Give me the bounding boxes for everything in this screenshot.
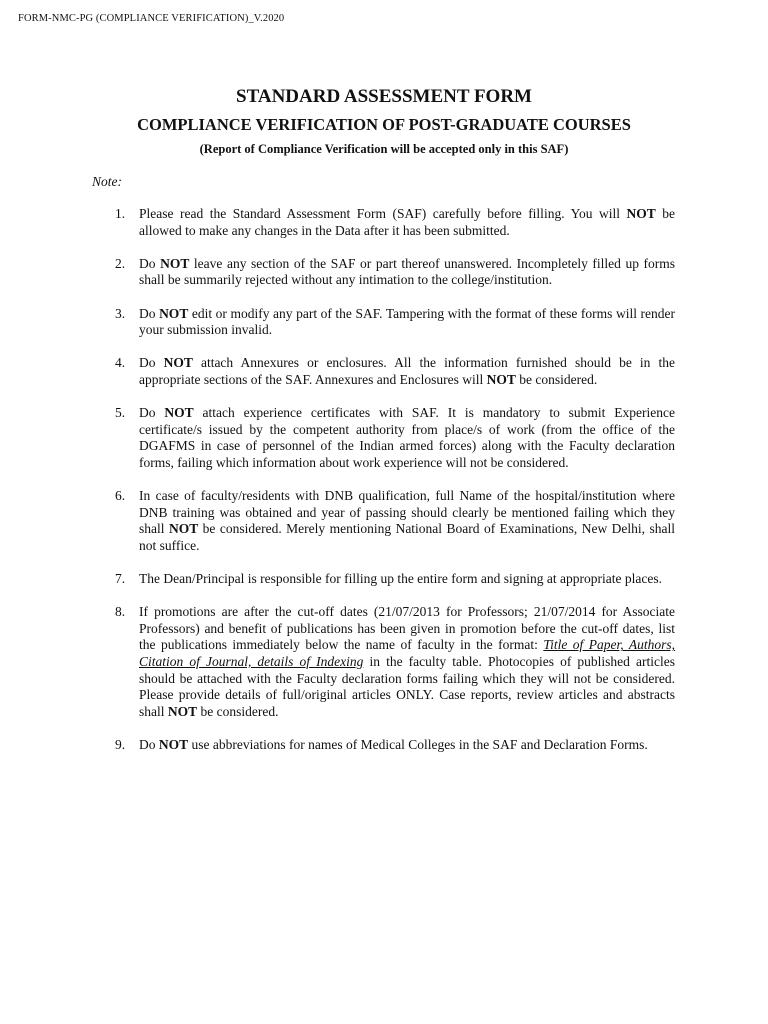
emphasis-text: NOT [164, 405, 194, 421]
note-text-run: leave any section of the SAF or part thereof unanswered. Incompletely filled up forms shall be summarily rejected without any intimation to the college/institution. [139, 255, 676, 288]
note-text [139, 405, 675, 471]
emphasis-text: NOT [168, 521, 199, 537]
note-text-run: attach Annexures or enclosures. All the information furnished should be in the appropriate sections of the SAF. Annexures and Enclosures will [139, 355, 675, 387]
emphasis-text: NOT [160, 255, 190, 271]
note-number: 1. [115, 206, 126, 221]
emphasis-text: NOT [158, 737, 189, 752]
note-text-run: be considered. [197, 703, 279, 719]
note-item [100, 206, 675, 239]
note-label: Note: [92, 174, 122, 189]
note-text-run: In case of faculty/residents with DNB qualification, full Name of the hospital/institution where DNB training was obtained and year of passing should clearly be mentioned failing which they shall [139, 488, 675, 537]
note-text-run: be allowed to make any changes in the Data after it has been submitted. [139, 206, 675, 238]
note-text-run: Do [139, 305, 160, 321]
note-text-run: attach experience certificates with SAF. It is mandatory to submit Experience certificate/s issued by the competent authority from place/s of work (from the office of the DGAFMS in case of personnel of the Indian armed forces) along with the Faculty declaration forms, failing which information about work experience will not be considered. [139, 405, 676, 470]
page-subtitle: COMPLIANCE VERIFICATION OF POST-GRADUATE COURSES [137, 115, 631, 134]
notes-list [100, 206, 675, 770]
form-code-header: FORM-NMC-PG (COMPLIANCE VERIFICATION)_V.2020 [18, 13, 285, 24]
note-number: 9. [115, 737, 126, 752]
note-item [100, 604, 675, 720]
note-text-run: Please read the Standard Assessment Form (SAF) carefully before filling. You will [139, 206, 627, 221]
note-text-run: edit or modify any part of the SAF. Tampering with the format of these forms will render your submission invalid. [139, 305, 675, 338]
note-text [139, 306, 675, 339]
note-text-run: Do [139, 355, 164, 371]
note-text [139, 488, 675, 554]
emphasis-text: NOT [159, 305, 189, 321]
note-text [139, 604, 675, 720]
emphasis-text: NOT [626, 206, 656, 221]
note-text [139, 206, 675, 239]
report-note: (Report of Compliance Verification will be accepted only in this SAF) [199, 142, 569, 156]
note-text [139, 571, 675, 588]
note-text-run: be considered. [515, 371, 598, 387]
note-text-run: be considered. Merely mentioning National Board of Examinations, New Delhi, shall not suffice. [139, 521, 675, 553]
note-item [100, 488, 675, 554]
note-text-run: Do [139, 737, 159, 752]
note-item [100, 405, 675, 471]
emphasis-text: NOT [163, 355, 193, 371]
note-text [139, 737, 675, 754]
page-title: STANDARD ASSESSMENT FORM [236, 86, 532, 107]
note-number: 3. [115, 305, 126, 321]
format-example-text: Title of Paper, Authors, Citation of Journal, details of Indexing [139, 637, 676, 670]
note-number: 4. [115, 355, 126, 371]
note-number: 7. [115, 571, 126, 587]
note-text [139, 256, 675, 289]
note-number: 5. [115, 405, 126, 421]
note-item [100, 256, 675, 289]
note-item [100, 306, 675, 339]
note-number: 6. [115, 488, 126, 504]
note-number: 8. [115, 604, 126, 620]
note-item [100, 571, 675, 588]
note-text-run: use abbreviations for names of Medical Colleges in the SAF and Declaration Forms. [188, 737, 648, 752]
note-text-run: If promotions are after the cut-off dates (21/07/2013 for Professors; 21/07/2014 for Associate Professors) and benefit of publications has been given in promotion before the cut-off dates, list the publications immediately below the name of faculty in the format: [139, 604, 675, 653]
note-text [139, 355, 675, 388]
note-text-run: Do [139, 255, 161, 271]
note-text-run: The Dean/Principal is responsible for filling up the entire form and signing at appropriate places. [139, 571, 662, 587]
emphasis-text: NOT [486, 371, 516, 387]
note-text-run: in the faculty table. Photocopies of published articles should be attached with the Faculty declaration forms failing which they will not be considered. Please provide details of full/original articles ONLY. Case reports, review articles and abstracts shall [139, 654, 675, 719]
note-number: 2. [115, 255, 126, 271]
note-item [100, 355, 675, 388]
note-item [100, 737, 675, 754]
note-text-run: Do [139, 405, 165, 421]
emphasis-text: NOT [167, 703, 198, 719]
